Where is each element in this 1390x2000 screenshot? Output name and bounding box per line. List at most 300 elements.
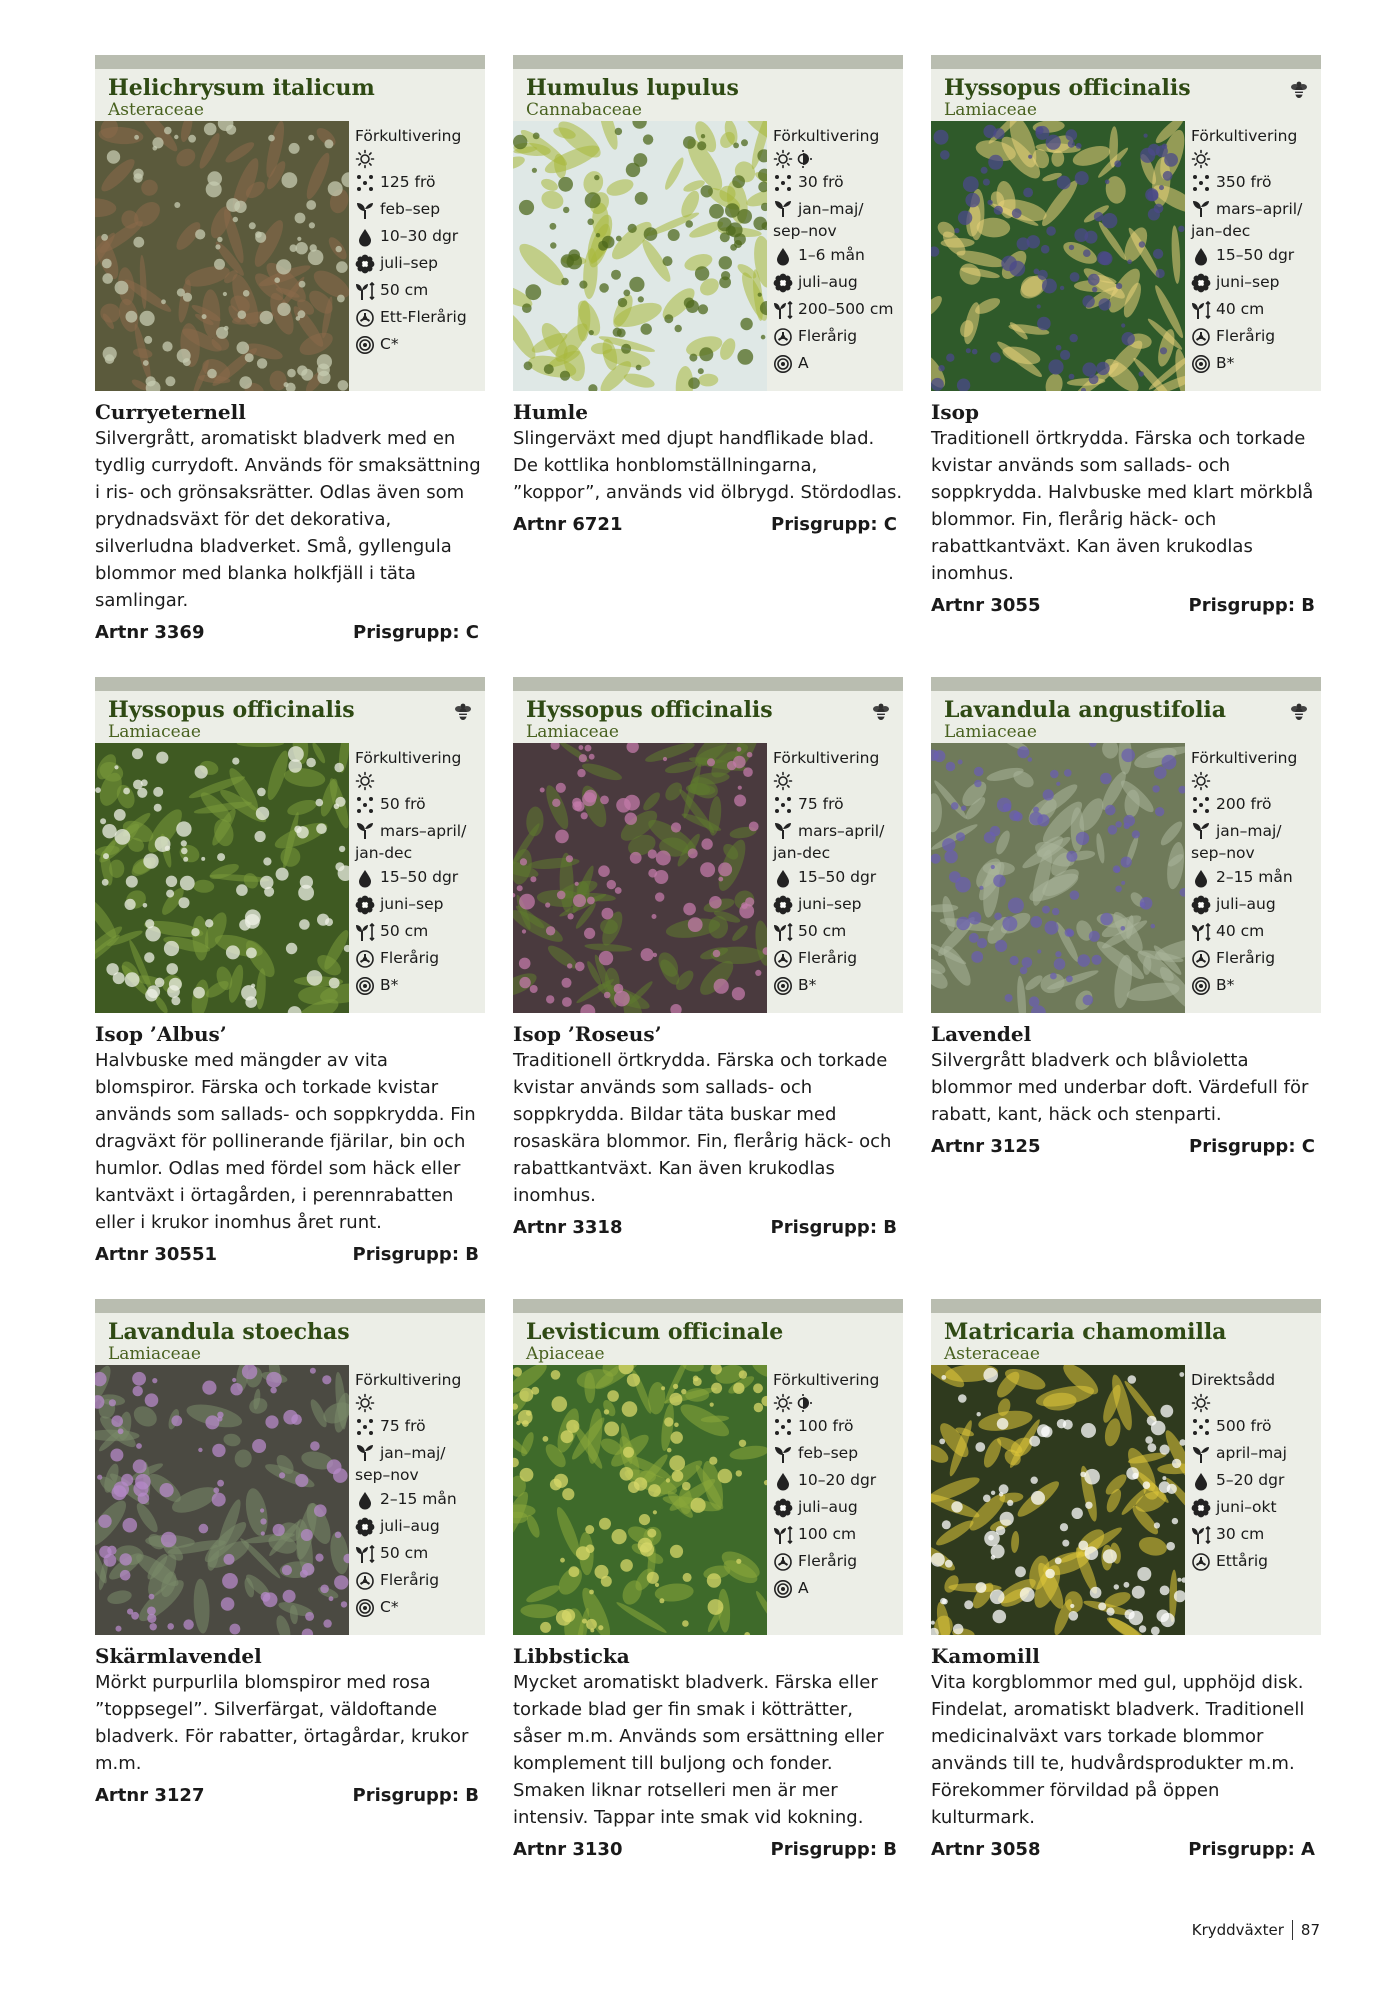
card-panel	[513, 1365, 903, 1635]
fact-zone	[355, 331, 467, 358]
germination-icon	[1191, 868, 1211, 888]
fact-flower	[1191, 269, 1302, 296]
article-number: Artnr 3125	[931, 1136, 1041, 1157]
height-icon	[773, 300, 793, 320]
common-name: Isop ’Roseus’	[513, 1022, 662, 1046]
lifespan-icon	[1191, 949, 1211, 969]
sowing-time-icon	[773, 1444, 793, 1464]
fact-flower	[355, 250, 467, 277]
fact-height-value: 50 cm	[380, 281, 429, 299]
fact-sow	[1191, 818, 1297, 864]
latin-name: Hyssopus officinalis	[944, 75, 1191, 101]
seed-count-icon	[355, 1417, 375, 1437]
latin-name: Humulus lupulus	[526, 75, 739, 101]
card-panel	[931, 743, 1321, 1013]
fact-list	[1185, 1365, 1287, 1635]
card-top-bar	[513, 55, 903, 69]
height-icon	[773, 1525, 793, 1545]
price-group: Prisgrupp: B	[770, 1217, 897, 1238]
fact-seeds	[773, 169, 893, 196]
plant-family: Lamiaceae	[526, 722, 619, 742]
fact-light	[355, 771, 466, 791]
fact-zone-value: B*	[798, 976, 817, 994]
flowering-icon	[355, 895, 375, 915]
fact-flower-value: juni–okt	[1216, 1498, 1277, 1516]
fact-flower-value: juli–aug	[798, 1498, 858, 1516]
fact-flower-value: juli–aug	[798, 273, 858, 291]
fact-germ-value: 15–50 dgr	[380, 868, 459, 886]
fact-list	[767, 121, 893, 391]
card-panel	[931, 1365, 1321, 1635]
plant-photo	[95, 1365, 349, 1635]
fact-germ	[1191, 864, 1297, 891]
fact-seeds-value: 75 frö	[380, 1417, 426, 1435]
fact-sow-value: jan–maj/	[798, 200, 864, 218]
fact-germ	[773, 864, 884, 891]
fact-height	[1191, 918, 1297, 945]
sun-icon	[1191, 149, 1211, 169]
plant-family: Asteraceae	[108, 100, 204, 120]
fact-germ	[355, 1486, 461, 1513]
fact-germ	[773, 242, 893, 269]
fact-list	[767, 743, 884, 1013]
card-top-bar	[931, 677, 1321, 691]
fact-light	[1191, 149, 1302, 169]
fact-seeds-value: 100 frö	[798, 1417, 854, 1435]
fact-light	[1191, 1393, 1287, 1413]
card-header	[95, 691, 485, 743]
height-icon	[1191, 300, 1211, 320]
latin-name: Levisticum officinale	[526, 1319, 784, 1345]
fact-sow-value: jan–maj/	[380, 1444, 446, 1462]
description: Halvbuske med mängder av vita blomspiror. Färska och torkade kvistar används som sallads- och soppkrydda. Fin dragväxt för pollinerande fjärilar, bin och humlor. Odlas med fördel som häck eller kantväxt i örtagården, i perennrabatten eller i krukor inomhus året runt.	[95, 1050, 476, 1233]
plant-card	[95, 55, 485, 643]
fact-light	[773, 771, 884, 791]
seed-count-icon	[1191, 173, 1211, 193]
height-icon	[1191, 1525, 1211, 1545]
seed-count-icon	[773, 1417, 793, 1437]
card-meta	[513, 514, 903, 535]
article-number: Artnr 3058	[931, 1839, 1041, 1860]
fact-seeds	[1191, 169, 1302, 196]
fact-seeds-value: 500 frö	[1216, 1417, 1272, 1435]
fact-seeds-value: 50 frö	[380, 795, 426, 813]
card-meta	[95, 622, 485, 643]
description: Vita korgblommor med gul, upphöjd disk. Findelat, aromatiskt bladverk. Traditionell medicinalväxt vars torkade blommor används till te, hudvårdsprodukter m.m. Förekommer förvildad på öppen kulturmark.	[931, 1672, 1305, 1828]
common-name: Libbsticka	[513, 1644, 630, 1668]
fact-flower-value: juni–sep	[380, 895, 444, 913]
fact-seeds-value: 350 frö	[1216, 173, 1272, 191]
fact-height	[773, 296, 893, 323]
lifespan-icon	[773, 1552, 793, 1572]
fact-sow-value-2: sep–nov	[1191, 844, 1255, 862]
seed-count-icon	[355, 795, 375, 815]
fact-sow-value-2: jan-dec	[355, 844, 413, 862]
fact-list	[349, 743, 466, 1013]
fact-height	[773, 918, 884, 945]
germination-icon	[773, 246, 793, 266]
flowering-icon	[355, 254, 375, 274]
fact-height-value: 50 cm	[798, 922, 847, 940]
common-name: Lavendel	[931, 1022, 1032, 1046]
fact-sow-value-2: sep–nov	[355, 1466, 419, 1484]
fact-height-value: 40 cm	[1216, 922, 1265, 940]
fact-seeds-value: 200 frö	[1216, 795, 1272, 813]
fact-sow-value: mars–april/	[380, 822, 467, 840]
bee-icon	[1289, 701, 1309, 723]
page-number: 87	[1300, 1921, 1320, 1939]
fact-life-value: Ett-Flerårig	[380, 308, 467, 326]
fact-sow-value-2: jan–dec	[1191, 222, 1251, 240]
germination-icon	[355, 1490, 375, 1510]
lifespan-icon	[355, 308, 375, 328]
germination-icon	[1191, 246, 1211, 266]
common-name: Isop ’Albus’	[95, 1022, 227, 1046]
fact-flower	[355, 1513, 461, 1540]
fact-flower-value: juni–sep	[1216, 273, 1280, 291]
cultivation-method: Förkultivering	[773, 1371, 880, 1389]
plant-family: Lamiaceae	[944, 722, 1037, 742]
fact-height-value: 200–500 cm	[798, 300, 894, 318]
article-number: Artnr 3318	[513, 1217, 623, 1238]
fact-flower-value: juli–aug	[1216, 895, 1276, 913]
fact-sow	[355, 818, 466, 864]
fact-life	[355, 304, 467, 331]
fact-germ-value: 5–20 dgr	[1216, 1471, 1285, 1489]
description: Slingerväxt med djupt handflikade blad. De kottlika honblomställningarna, ”koppor”, används vid ölbrygd. Stördodlas.	[513, 428, 903, 503]
fact-sow-value-2: sep–nov	[773, 222, 837, 240]
card-meta	[931, 595, 1321, 616]
fact-sow	[355, 1440, 461, 1486]
fact-germ	[1191, 1467, 1287, 1494]
germination-icon	[773, 868, 793, 888]
hardiness-zone-icon	[773, 1579, 793, 1599]
fact-life-value: Flerårig	[1216, 327, 1276, 345]
fact-germ	[1191, 242, 1302, 269]
hardiness-zone-icon	[773, 976, 793, 996]
card-panel	[513, 743, 903, 1013]
fact-light	[355, 149, 467, 169]
lifespan-icon	[355, 949, 375, 969]
plant-photo	[931, 743, 1185, 1013]
plant-photo	[931, 1365, 1185, 1635]
sun-icon	[355, 149, 375, 169]
card-header	[931, 691, 1321, 743]
fact-flower	[1191, 891, 1297, 918]
price-group: Prisgrupp: A	[1188, 1839, 1315, 1860]
fact-flower-value: juli–aug	[380, 1517, 440, 1535]
fact-zone	[355, 972, 466, 999]
card-meta	[513, 1839, 903, 1860]
fact-sow	[773, 818, 884, 864]
hardiness-zone-icon	[1191, 976, 1211, 996]
plant-photo	[513, 121, 767, 391]
sun-icon	[355, 1393, 375, 1413]
fact-height	[355, 277, 467, 304]
latin-name: Matricaria chamomilla	[944, 1319, 1227, 1345]
plant-photo	[513, 1365, 767, 1635]
sun-icon	[773, 771, 793, 791]
plant-photo	[513, 743, 767, 1013]
fact-seeds	[773, 791, 884, 818]
fact-flower-value: juli–sep	[380, 254, 438, 272]
article-number: Artnr 6721	[513, 514, 623, 535]
flowering-icon	[1191, 895, 1211, 915]
fact-height-value: 50 cm	[380, 922, 429, 940]
bee-icon	[1289, 79, 1309, 101]
hardiness-zone-icon	[355, 976, 375, 996]
flowering-icon	[1191, 1498, 1211, 1518]
fact-germ-value: 15–50 dgr	[1216, 246, 1295, 264]
fact-light	[1191, 771, 1297, 791]
fact-seeds	[1191, 1413, 1287, 1440]
plant-card	[513, 1299, 903, 1860]
cultivation-method: Förkultivering	[355, 1371, 462, 1389]
cultivation-method: Förkultivering	[1191, 127, 1298, 145]
card-panel	[95, 1365, 485, 1635]
fact-zone	[1191, 350, 1302, 377]
fact-flower-value: juni–sep	[798, 895, 862, 913]
fact-sow-value: april–maj	[1216, 1444, 1287, 1462]
height-icon	[355, 922, 375, 942]
lifespan-icon	[355, 1571, 375, 1591]
article-number: Artnr 30551	[95, 1244, 217, 1265]
flowering-icon	[1191, 273, 1211, 293]
cultivation-method: Förkultivering	[355, 749, 462, 767]
fact-life-value: Flerårig	[798, 949, 858, 967]
fact-sow-value: feb–sep	[798, 1444, 859, 1462]
germination-icon	[1191, 1471, 1211, 1491]
fact-seeds-value: 30 frö	[798, 173, 844, 191]
lifespan-icon	[1191, 1552, 1211, 1572]
fact-life-value: Flerårig	[798, 327, 858, 345]
article-number: Artnr 3127	[95, 1785, 205, 1806]
fact-flower	[773, 269, 893, 296]
fact-life	[355, 1567, 461, 1594]
card-top-bar	[513, 1299, 903, 1313]
fact-zone	[773, 1575, 879, 1602]
sun-icon	[773, 149, 793, 169]
latin-name: Hyssopus officinalis	[526, 697, 773, 723]
common-name: Isop	[931, 400, 979, 424]
card-header	[513, 691, 903, 743]
fact-height-value: 50 cm	[380, 1544, 429, 1562]
fact-height-value: 40 cm	[1216, 300, 1265, 318]
hardiness-zone-icon	[355, 335, 375, 355]
bee-icon	[453, 701, 473, 723]
card-header	[513, 69, 903, 121]
fact-germ-value: 10–30 dgr	[380, 227, 459, 245]
lifespan-icon	[773, 327, 793, 347]
fact-life	[773, 1548, 879, 1575]
card-panel	[95, 743, 485, 1013]
fact-zone	[773, 350, 893, 377]
fact-zone	[355, 1594, 461, 1621]
fact-sow	[1191, 1440, 1287, 1467]
fact-seeds	[1191, 791, 1297, 818]
fact-height-value: 100 cm	[798, 1525, 857, 1543]
fact-life-value: Ettårig	[1216, 1552, 1268, 1570]
fact-germ-value: 1–6 mån	[798, 246, 865, 264]
fact-seeds	[355, 791, 466, 818]
plant-card	[931, 55, 1321, 616]
height-icon	[1191, 922, 1211, 942]
fact-zone	[773, 972, 884, 999]
card-header	[931, 1313, 1321, 1365]
fact-zone-value: C*	[380, 1598, 399, 1616]
description: Traditionell örtkrydda. Färska och torkade kvistar används som sallads- och soppkrydda. Bildar täta buskar med rosaskära blommor. Fin, flerårig häck- och rabattkantväxt. Kan även krukodlas inomhus.	[513, 1050, 892, 1206]
fact-light	[773, 149, 893, 169]
description: Mycket aromatiskt bladverk. Färska eller torkade blad ger fin smak i kötträtter, såser m.m. Används som ersättning eller komplement till buljong och fonder. Smaken liknar rotselleri men är mer intensiv. Tappar inte smak vid kokning.	[513, 1672, 884, 1828]
sun-icon	[1191, 1393, 1211, 1413]
fact-list	[1185, 743, 1297, 1013]
flowering-icon	[773, 895, 793, 915]
fact-height	[355, 1540, 461, 1567]
fact-life	[1191, 1548, 1287, 1575]
hardiness-zone-icon	[355, 1598, 375, 1618]
germination-icon	[773, 1471, 793, 1491]
fact-height	[355, 918, 466, 945]
fact-zone-value: B*	[1216, 976, 1235, 994]
card-meta	[513, 1217, 903, 1238]
plant-family: Lamiaceae	[108, 722, 201, 742]
common-name: Kamomill	[931, 1644, 1040, 1668]
card-header	[931, 69, 1321, 121]
description: Silvergrått, aromatiskt bladverk med en tydlig currydoft. Används för smaksättning i ris- och grönsaksrätter. Odlas även som prydnadsväxt för det dekorativa, silverludna bladverket. Små, gyllengula blommor med blanka holkfjäll i täta samlingar.	[95, 428, 481, 611]
fact-seeds	[355, 1413, 461, 1440]
fact-seeds	[355, 169, 467, 196]
card-panel	[931, 121, 1321, 391]
description: Traditionell örtkrydda. Färska och torkade kvistar används som sallads- och soppkrydda. Halvbuske med klart mörkblå blommor. Fin, flerårig häck- och rabattkantväxt. Kan även krukodlas inomhus.	[931, 428, 1314, 584]
article-number: Artnr 3055	[931, 595, 1041, 616]
card-top-bar	[513, 677, 903, 691]
fact-flower	[355, 891, 466, 918]
seed-count-icon	[773, 795, 793, 815]
fact-flower	[773, 1494, 879, 1521]
flowering-icon	[773, 1498, 793, 1518]
card-top-bar	[931, 55, 1321, 69]
fact-list	[767, 1365, 879, 1635]
plant-card	[931, 677, 1321, 1157]
fact-sow-value: feb–sep	[380, 200, 441, 218]
sowing-time-icon	[1191, 198, 1211, 218]
fact-zone-value: B*	[380, 976, 399, 994]
seed-count-icon	[1191, 795, 1211, 815]
card-meta	[931, 1136, 1321, 1157]
sowing-time-icon	[355, 820, 375, 840]
plant-family: Lamiaceae	[108, 1344, 201, 1364]
height-icon	[355, 1544, 375, 1564]
fact-flower	[773, 891, 884, 918]
price-group: Prisgrupp: C	[353, 622, 479, 643]
plant-card	[513, 55, 903, 535]
fact-sow	[773, 1440, 879, 1467]
fact-height-value: 30 cm	[1216, 1525, 1265, 1543]
half-shade-icon	[793, 1393, 813, 1413]
description: Mörkt purpurlila blomspiror med rosa ”toppsegel”. Silverfärgat, väldoftande bladverk. För rabatter, örtagårdar, krukor m.m.	[95, 1672, 469, 1774]
fact-germ-value: 2–15 mån	[380, 1490, 457, 1508]
plant-card	[95, 1299, 485, 1806]
fact-height	[1191, 1521, 1287, 1548]
card-top-bar	[95, 677, 485, 691]
fact-height	[1191, 296, 1302, 323]
fact-life	[773, 945, 884, 972]
fact-list	[1185, 121, 1302, 391]
fact-life-value: Flerårig	[798, 1552, 858, 1570]
fact-seeds-value: 75 frö	[798, 795, 844, 813]
footer-section: Kryddväxter	[1191, 1921, 1284, 1939]
cultivation-method: Förkultivering	[773, 749, 880, 767]
price-group: Prisgrupp: B	[1188, 595, 1315, 616]
card-header	[513, 1313, 903, 1365]
flowering-icon	[773, 273, 793, 293]
plant-photo	[95, 121, 349, 391]
plant-card	[931, 1299, 1321, 1860]
latin-name: Hyssopus officinalis	[108, 697, 355, 723]
description: Silvergrått bladverk och blåvioletta blommor med underbar doft. Värdefull för rabatt, kant, häck och stenparti.	[931, 1050, 1309, 1125]
hardiness-zone-icon	[773, 354, 793, 374]
bee-icon	[871, 701, 891, 723]
fact-germ-value: 2–15 mån	[1216, 868, 1293, 886]
price-group: Prisgrupp: B	[770, 1839, 897, 1860]
fact-life	[355, 945, 466, 972]
card-header	[95, 69, 485, 121]
card-top-bar	[931, 1299, 1321, 1313]
fact-height	[773, 1521, 879, 1548]
page-footer	[1192, 1920, 1320, 1940]
card-meta	[95, 1785, 485, 1806]
fact-light	[355, 1393, 461, 1413]
common-name: Curryeternell	[95, 400, 246, 424]
sowing-time-icon	[355, 200, 375, 220]
common-name: Humle	[513, 400, 588, 424]
fact-seeds	[773, 1413, 879, 1440]
fact-germ-value: 10–20 dgr	[798, 1471, 877, 1489]
price-group: Prisgrupp: C	[1189, 1136, 1315, 1157]
fact-sow	[1191, 196, 1302, 242]
card-meta	[95, 1244, 485, 1265]
fact-list	[349, 1365, 461, 1635]
fact-sow-value: mars–april/	[798, 822, 885, 840]
fact-germ	[355, 223, 467, 250]
fact-life	[1191, 945, 1297, 972]
fact-life	[1191, 323, 1302, 350]
fact-life-value: Flerårig	[380, 949, 440, 967]
fact-list	[349, 121, 467, 391]
latin-name: Helichrysum italicum	[108, 75, 375, 101]
fact-seeds-value: 125 frö	[380, 173, 436, 191]
plant-photo	[95, 743, 349, 1013]
sowing-time-icon	[1191, 820, 1211, 840]
sowing-time-icon	[355, 1442, 375, 1462]
height-icon	[355, 281, 375, 301]
fact-sow-value: jan–maj/	[1216, 822, 1282, 840]
fact-zone-value: C*	[380, 335, 399, 353]
lifespan-icon	[1191, 327, 1211, 347]
plant-family: Apiaceae	[526, 1344, 605, 1364]
sowing-time-icon	[773, 820, 793, 840]
common-name: Skärmlavendel	[95, 1644, 262, 1668]
lifespan-icon	[773, 949, 793, 969]
fact-germ-value: 15–50 dgr	[798, 868, 877, 886]
fact-zone-value: B*	[1216, 354, 1235, 372]
plant-family: Lamiaceae	[944, 100, 1037, 120]
plant-family: Asteraceae	[944, 1344, 1040, 1364]
latin-name: Lavandula angustifolia	[944, 697, 1227, 723]
fact-zone-value: A	[798, 1579, 809, 1597]
cultivation-method: Förkultivering	[1191, 749, 1298, 767]
fact-sow-value: mars–april/	[1216, 200, 1303, 218]
